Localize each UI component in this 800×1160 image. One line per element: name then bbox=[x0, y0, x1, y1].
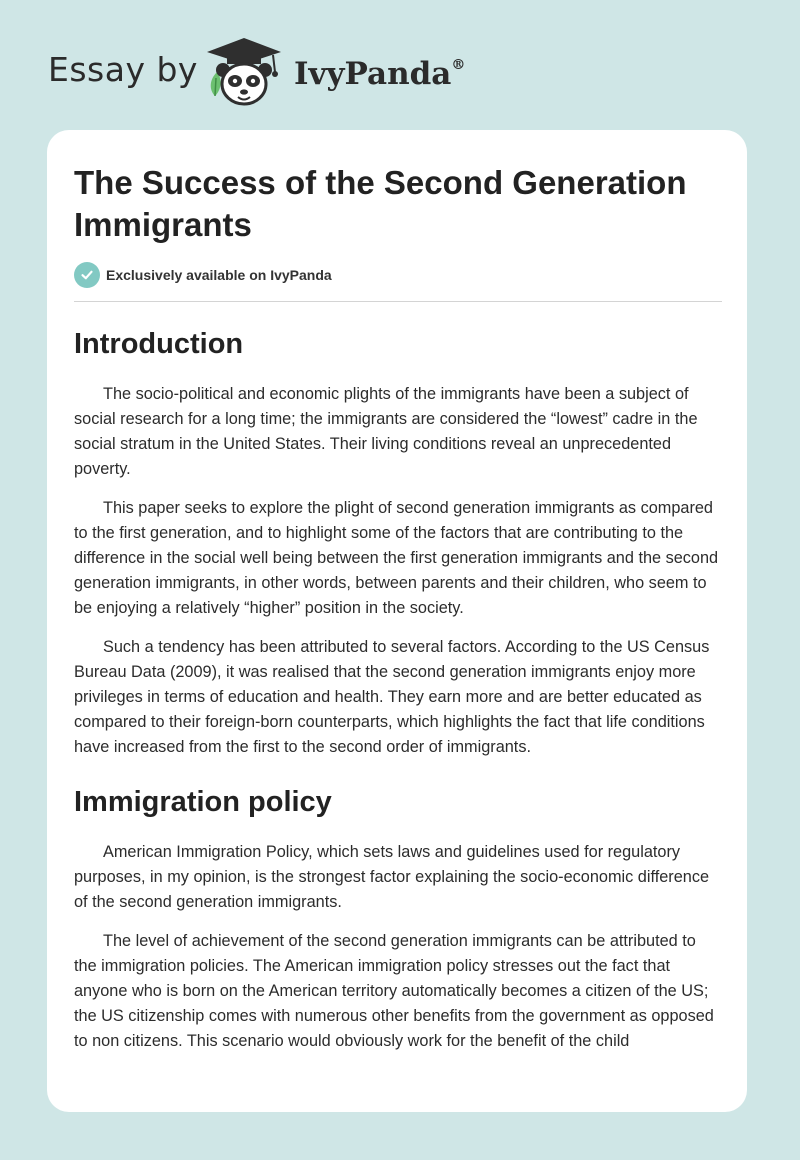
badge-text: Exclusively available on IvyPanda bbox=[106, 267, 332, 283]
registered-mark: ® bbox=[451, 56, 466, 73]
paragraph: This paper seeks to explore the plight of second generation immigrants as compared to the first generation, and to highlight some of the factors that are contributing to the difference in the social well being between the first generation immigrants and the second generation immigrants, in other words, between parents and their children, who seem to be enjoying a relatively “higher” position in the society. bbox=[74, 499, 719, 617]
essay-by-label: Essay by bbox=[48, 50, 198, 89]
paragraph: Such a tendency has been attributed to several factors. According to the US Census Bureau Data (2009), it was realised that the second generation immigrants enjoy more privileges in terms of education and health. They earn more and are better educated as compared to their foreign-born counterparts, which highlights the fact that life conditions have increased from the first to the second order of immigrants. bbox=[74, 638, 710, 756]
section-heading: Immigration policy bbox=[74, 786, 332, 818]
brand-name[interactable]: IvyPanda® bbox=[294, 56, 466, 92]
divider bbox=[74, 301, 722, 302]
panda-logo-icon[interactable] bbox=[203, 36, 285, 110]
exclusive-badge bbox=[74, 262, 722, 288]
paragraph: The level of achievement of the second generation immigrants can be attributed to the immigration policies. The American immigration policy stresses out the fact that anyone who is born on the American territory automatically becomes a citizen of the US; the US citizenship comes with numerous other benefits from the government as opposed to non citizens. This scenario would obviously work for the benefit of the child bbox=[74, 932, 714, 1050]
paragraph: The socio-political and economic plights of the immigrants have been a subject of social research for a long time; the immigrants are considered the “lowest” cadre in the social stratum in the United States. Their living conditions reveal an unprecedented poverty. bbox=[74, 385, 698, 478]
page-title: The Success of the Second Generation Immigrants bbox=[74, 164, 687, 243]
check-icon bbox=[74, 262, 100, 288]
essay-card bbox=[47, 130, 747, 1112]
site-header bbox=[48, 36, 748, 116]
paragraph: American Immigration Policy, which sets laws and guidelines used for regulatory purposes, in my opinion, is the strongest factor explaining the socio-economic difference of the second generation immigrants. bbox=[74, 843, 710, 911]
section-heading: Introduction bbox=[74, 328, 244, 360]
